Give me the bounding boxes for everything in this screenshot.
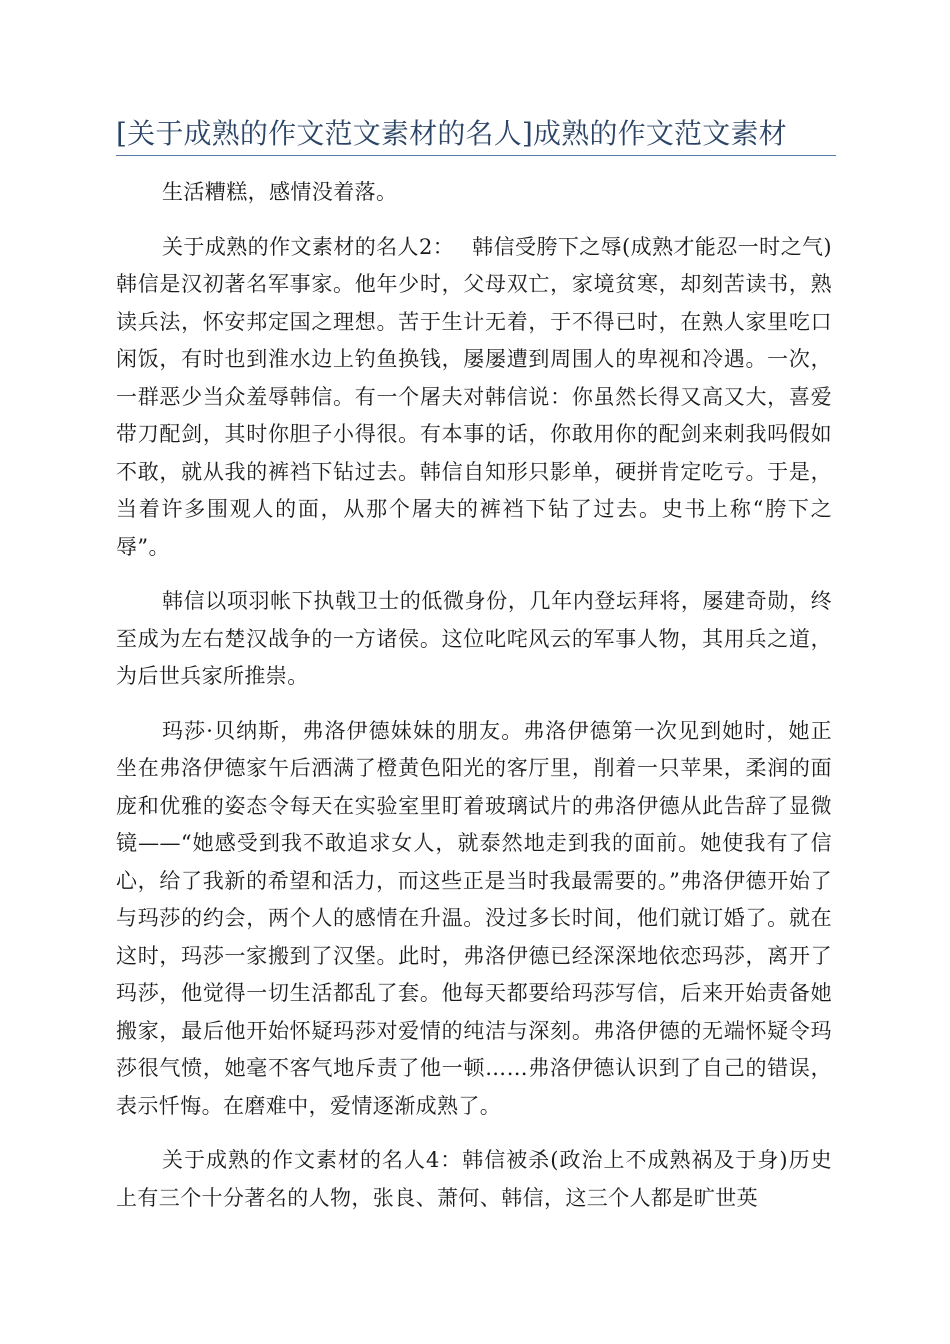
paragraph-hanxin-humiliation: 关于成熟的作文素材的名人2： 韩信受胯下之辱(成熟才能忍一时之气)韩信是汉初著名军事家。他年少时，父母双亡，家境贫寒，却刻苦读书，熟读兵法，怀安邦定国之理想。苦于生计无着，于不得已时，在熟人家里吃口闲饭，有时也到淮水边上钓鱼换钱，屡屡遭到周围人的卑视和冷遇。一次，一群恶少当众羞辱韩信。有一个屠夫对韩信说：你虽然长得又高又大，喜爱带刀配剑，其时你胆子小得很。有本事的话，你敢用你的配剑来刺我吗假如不敢，就从我的裤裆下钻过去。韩信自知形只影单，硬拼肯定吃亏。于是，当着许多围观人的面，从那个屠夫的裤裆下钻了过去。史书上称“胯下之辱”。 bbox=[116, 234, 832, 559]
paragraph-intro: 生活糟糕，感情没着落。 bbox=[162, 180, 398, 204]
document-title: [关于成熟的作文范文素材的名人]成熟的作文范文素材 bbox=[116, 117, 787, 150]
title-underline bbox=[116, 155, 836, 156]
paragraph-freud-martha: 玛莎·贝纳斯，弗洛伊德妹妹的朋友。弗洛伊德第一次见到她时，她正坐在弗洛伊德家午后洒满了橙黄色阳光的客厅里，削着一只苹果，柔润的面庞和优雅的姿态令每天在实验室里盯着玻璃试片的弗洛伊德从此告辞了显微镜——“她感受到我不敢追求女人，就泰然地走到我的面前。她使我有了信心，给了我新的希望和活力，而这些正是当时我最需要的。”弗洛伊德开始了与玛莎的约会，两个人的感情在升温。没过多长时间，他们就订婚了。就在这时，玛莎一家搬到了汉堡。此时，弗洛伊德已经深深地依恋玛莎，离开了玛莎，他觉得一切生活都乱了套。他每天都要给玛莎写信，后来开始责备她搬家，最后他开始怀疑玛莎对爱情的纯洁与深刻。弗洛伊德的无端怀疑令玛莎很气愤，她毫不客气地斥责了他一顿……弗洛伊德认识到了自己的错误，表示忏悔。在磨难中，爱情逐渐成熟了。 bbox=[116, 718, 832, 1118]
paragraph-hanxin-killed: 关于成熟的作文素材的名人4：韩信被杀(政治上不成熟祸及于身)历史上有三个十分著名的人物，张良、萧何、韩信，这三个人都是旷世英 bbox=[116, 1148, 832, 1210]
paragraph-hanxin-rise: 韩信以项羽帐下执戟卫士的低微身份，几年内登坛拜将，屡建奇勋，终至成为左右楚汉战争的一方诸侯。这位叱咤风云的军事人物，其用兵之道，为后世兵家所推崇。 bbox=[116, 589, 832, 688]
document-body bbox=[116, 174, 832, 1234]
